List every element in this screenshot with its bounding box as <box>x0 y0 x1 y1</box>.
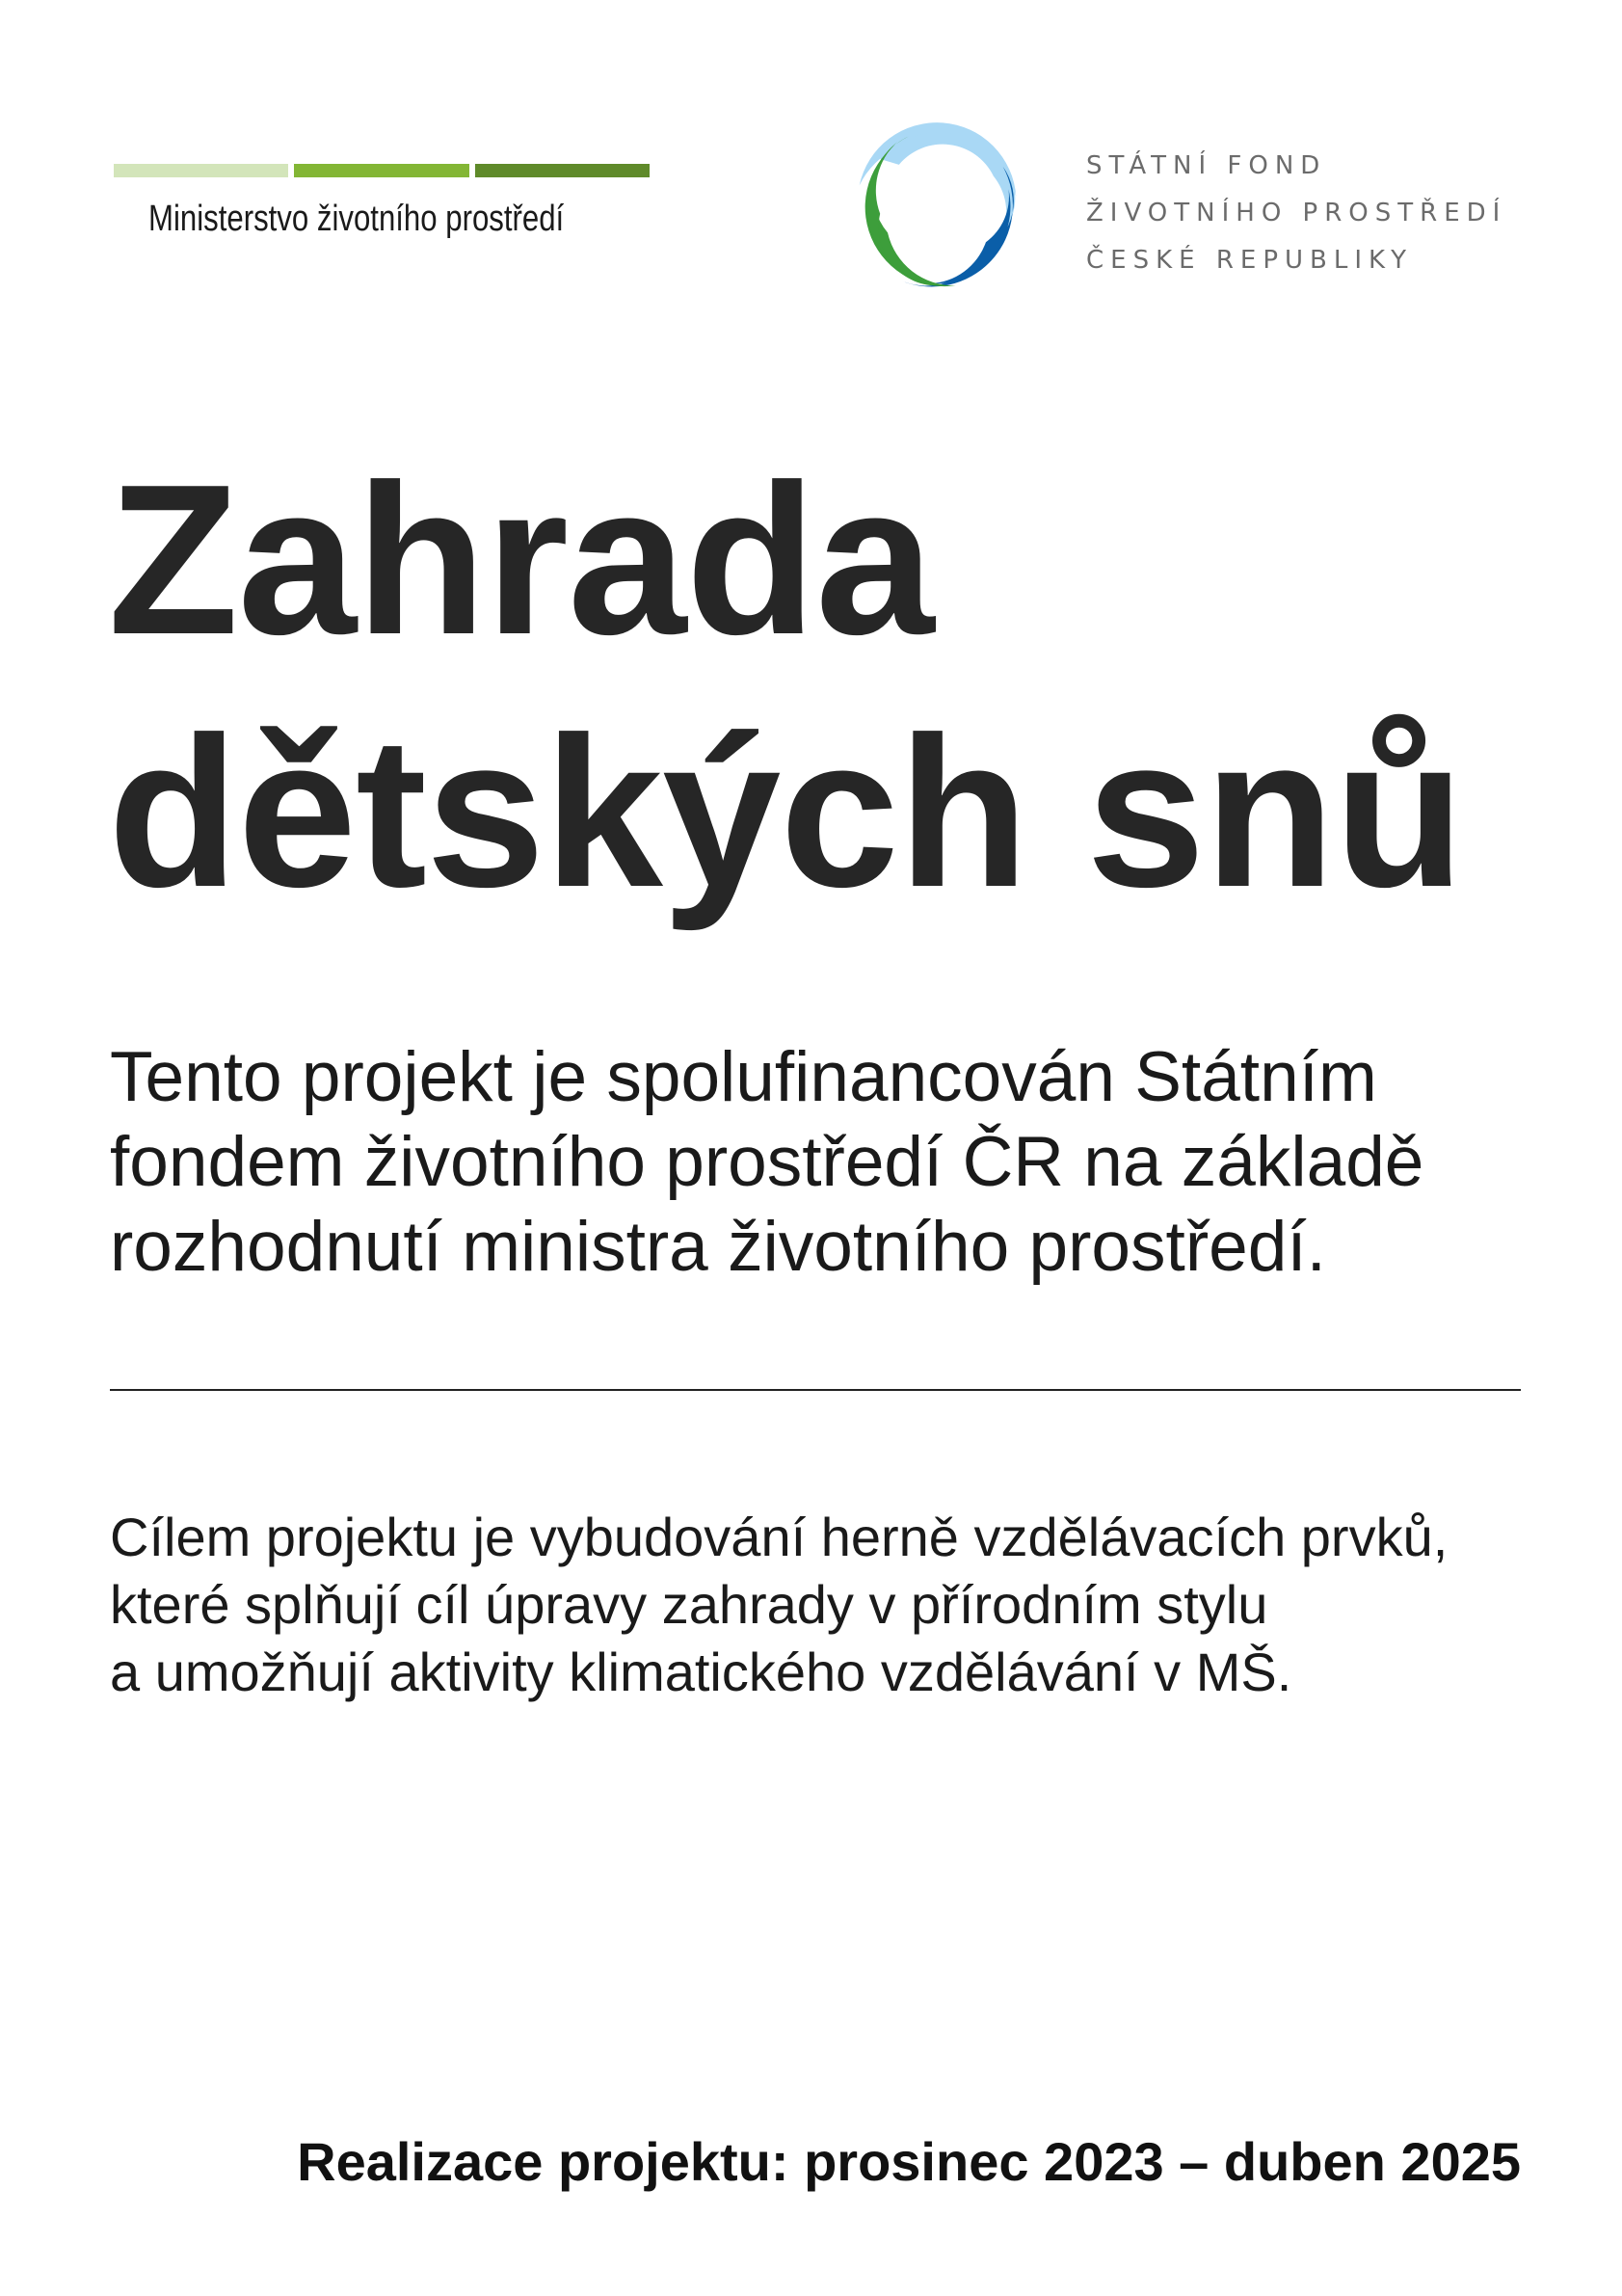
ministry-logo-text: Ministerstvo životního prostředí <box>148 199 565 239</box>
goal-line-1: Cílem projektu je vybudování herně vzdělávacích prvků, <box>110 1507 1449 1567</box>
funding-line-3: rozhodnutí ministra životního prostředí. <box>110 1208 1326 1286</box>
fund-logo-swirl-icon <box>842 110 1031 299</box>
fund-logo-text <box>1086 143 1506 284</box>
ministry-logo <box>114 164 653 251</box>
ministry-logo-bar-light <box>114 164 288 177</box>
goal-line-3: a umožňují aktivity klimatického vzdělávání v MŠ. <box>110 1642 1292 1702</box>
project-goal <box>110 1504 1536 1706</box>
funding-statement <box>110 1035 1536 1290</box>
project-title-line-2: dětských snů <box>108 693 1464 932</box>
section-divider <box>110 1389 1521 1391</box>
funding-line-2: fondem životního prostředí ČR na základě <box>110 1123 1424 1201</box>
realization-period: Realizace projektu: prosinec 2023 – duben 2025 <box>297 2131 1521 2192</box>
funding-line-1: Tento projekt je spolufinancován Státním <box>110 1038 1377 1116</box>
project-title-line-1: Zahrada <box>108 441 934 680</box>
fund-logo-center <box>888 157 990 259</box>
goal-line-2: které splňují cíl úpravy zahrady v přírodním stylu <box>110 1574 1268 1635</box>
fund-logo-line-2: ŽIVOTNÍHO PROSTŘEDÍ <box>1086 199 1507 227</box>
fund-logo-line-1: STÁTNÍ FOND <box>1086 151 1327 180</box>
ministry-logo-bar-medium <box>294 164 468 177</box>
fund-logo-line-3: ČESKÉ REPUBLIKY <box>1086 246 1414 275</box>
project-title <box>108 434 1464 939</box>
ministry-logo-bar-dark <box>475 164 650 177</box>
ministry-logo-bars <box>114 164 650 177</box>
